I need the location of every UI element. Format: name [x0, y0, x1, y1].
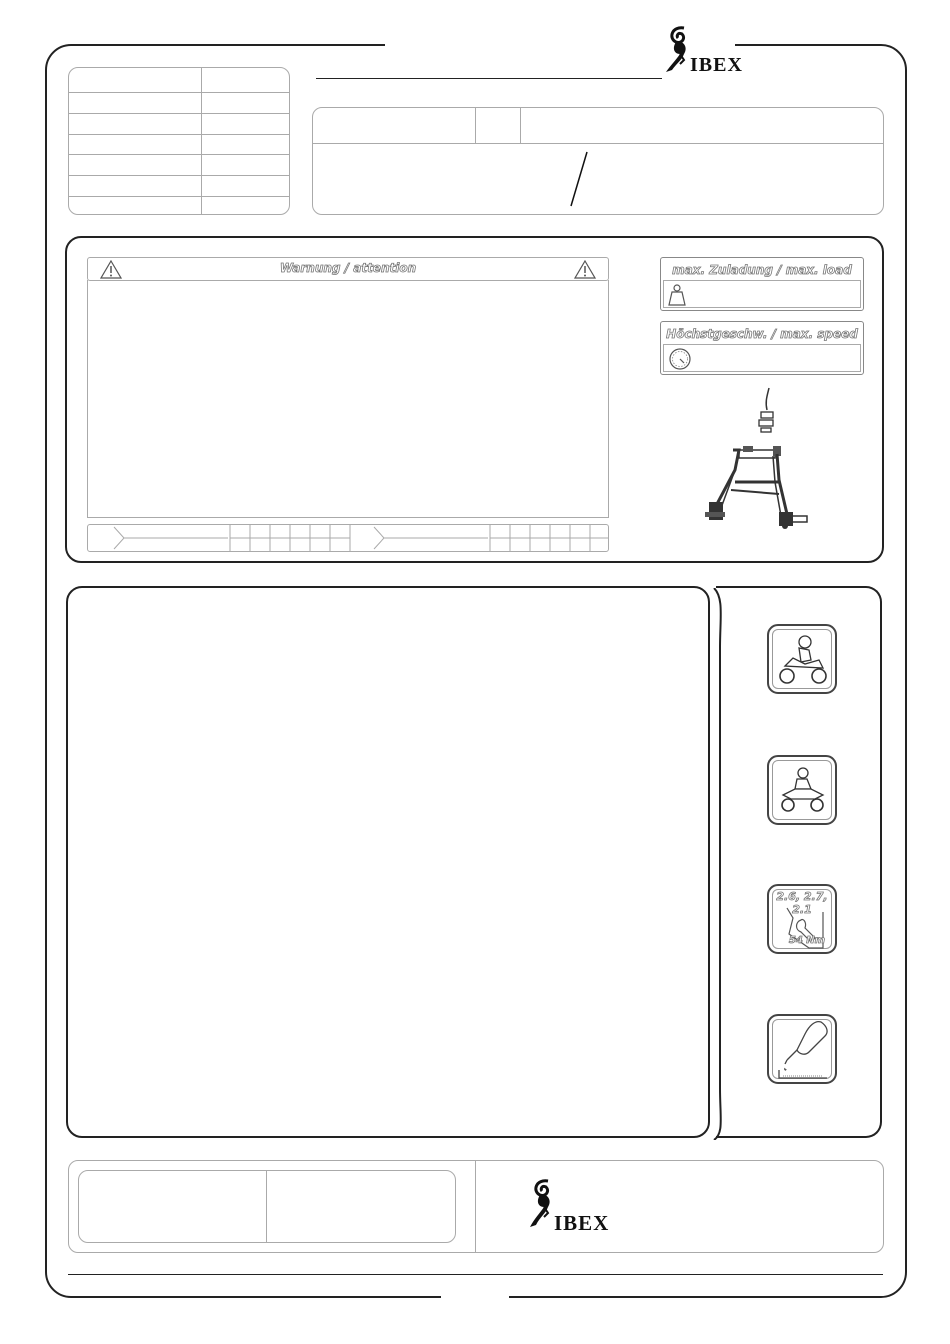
part-header-box [312, 107, 884, 215]
center-stand-illustration [695, 386, 845, 538]
weight-icon [668, 284, 686, 306]
instruction-content-area [66, 586, 710, 1138]
max-speed-title: Höchstgeschw. / max. speed [666, 327, 858, 341]
part-header-col-2 [520, 108, 521, 143]
footer-info-box [78, 1170, 456, 1243]
warning-header [87, 257, 609, 281]
speedometer-icon [668, 347, 692, 371]
threadlocker-graphic [775, 1020, 831, 1082]
part-number-separator [563, 148, 593, 210]
max-load-value-box [663, 280, 861, 308]
rider-touring-graphic [775, 632, 829, 686]
footer-section [68, 1160, 884, 1253]
max-speed-panel [660, 321, 864, 375]
max-speed-value-box [663, 344, 861, 372]
threadlocker-icon [767, 1014, 837, 1084]
part-header-divider [313, 143, 883, 144]
torque-spec-icon [767, 884, 837, 954]
icon-column-edge [712, 588, 726, 1140]
rider-sport-icon [767, 755, 837, 825]
max-load-panel [660, 257, 864, 311]
torque-positions: 2.6, 2.7, 2.1 [776, 890, 828, 916]
arrow-strip-graphic [88, 525, 608, 551]
info-table [68, 67, 290, 215]
max-load-title: max. Zuladung / max. load [672, 263, 852, 277]
arrow-strip [87, 524, 609, 552]
warning-text-area [87, 280, 609, 518]
footer-info-divider [266, 1171, 267, 1242]
rider-touring-icon [767, 624, 837, 694]
footer-rule [68, 1274, 883, 1275]
warning-triangle-icon [574, 260, 596, 279]
title-line [316, 78, 662, 79]
footer-logo [524, 1175, 624, 1241]
footer-divider [475, 1161, 476, 1252]
torque-value: 54 Nm [788, 935, 826, 946]
part-header-col-1 [475, 108, 476, 143]
warning-title: Warnung / attention [279, 261, 417, 275]
rider-sport-graphic [775, 763, 829, 817]
warning-section [65, 236, 884, 563]
frame-bottom-gap [441, 1294, 509, 1300]
brand-name: IBEX [690, 54, 743, 76]
header-logo [660, 24, 750, 84]
footer-brand-name: IBEX [554, 1211, 610, 1235]
